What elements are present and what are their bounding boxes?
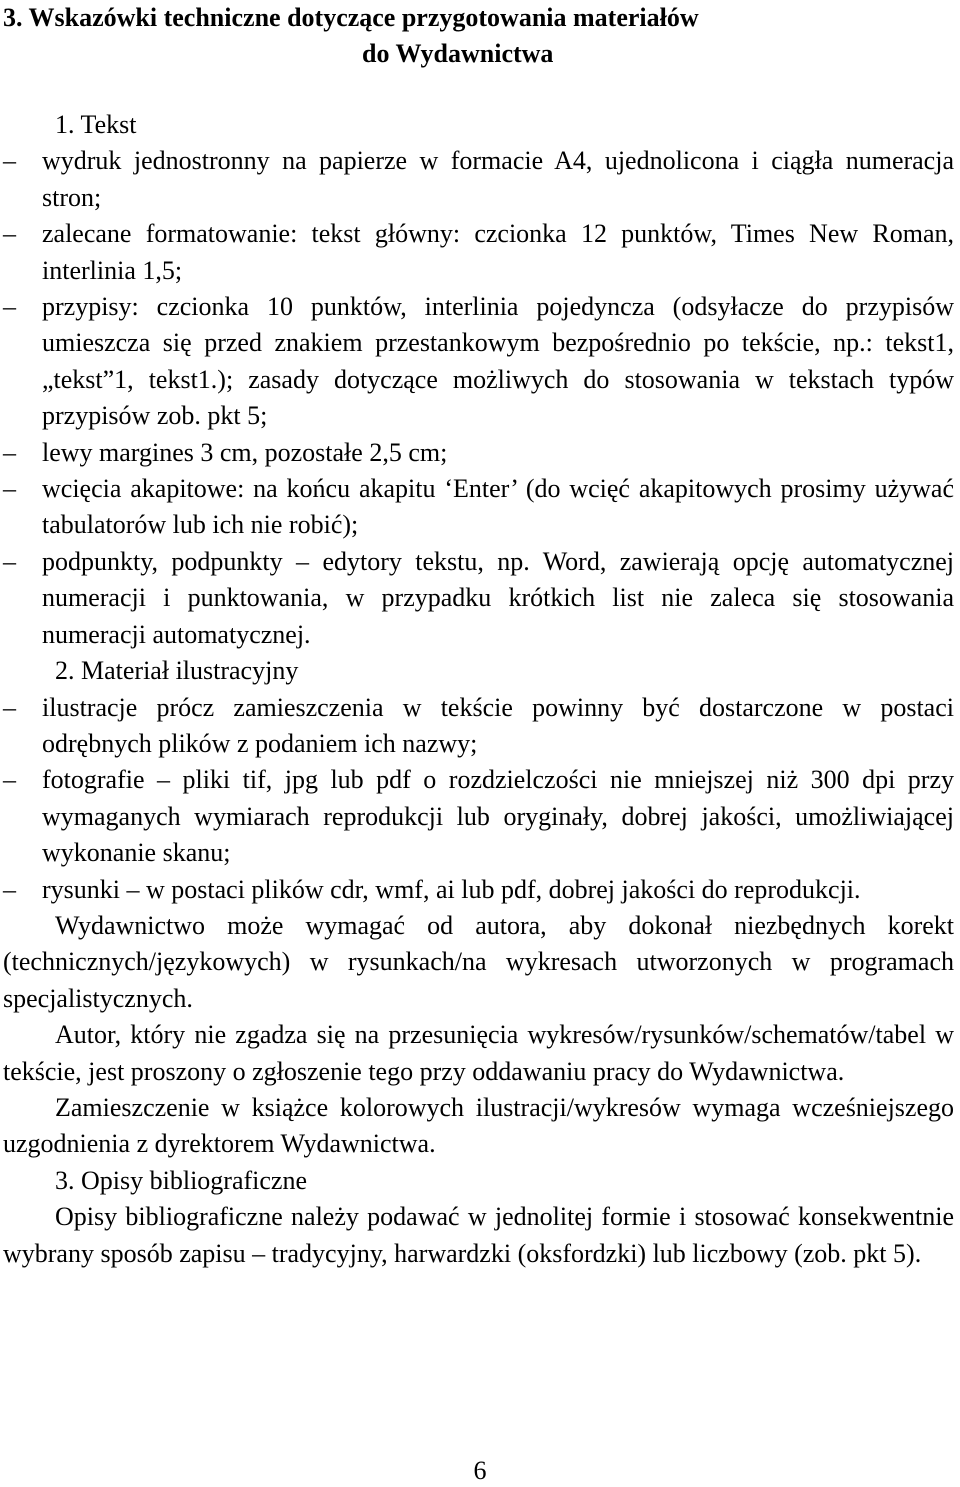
section-1-title: 1. Tekst — [55, 110, 137, 139]
section-2-list — [3, 690, 954, 908]
list-item: – wydruk jednostronny na papierze w formacie A4, ujednolicona i ciągła numeracja stron; — [3, 143, 954, 216]
list-item: – ilustracje prócz zamieszczenia w tekście powinny być dostarczone w postaci odrębnych plików z podaniem ich nazwy; — [3, 690, 954, 763]
paragraph: Wydawnictwo może wymagać od autora, aby dokonał niezbędnych korekt (technicznych/językowych) w rysunkach/na wykresach utworzonych w programach specjalistycznych. — [3, 910, 954, 1013]
paragraph: Autor, który nie zgadza się na przesunięcia wykresów/rysunków/schematów/tabel w tekście, jest proszony o zgłoszenie tego przy oddawaniu pracy do Wydawnictwa. — [3, 1020, 954, 1086]
list-item: – podpunkty, podpunkty – edytory tekstu, np. Word, zawierają opcję automatycznej numeracji i punktowania, w przypadku krótkich list nie zaleca się stosowania numeracji automatycznej. — [3, 544, 954, 653]
section-1-list — [3, 143, 954, 653]
section-2-title: 2. Materiał ilustracyjny — [55, 656, 299, 686]
list-item: – zalecane formatowanie: tekst główny: czcionka 12 punktów, Times New Roman, interlinia 1,5; — [3, 216, 954, 289]
list-item: – wcięcia akapitowe: na końcu akapitu ‘Enter’ (do wcięć akapitowych prosimy używać tabulatorów lub ich nie robić); — [3, 471, 954, 544]
section-3-title: 3. Opisy bibliograficzne — [55, 1165, 307, 1195]
list-item: – rysunki – w postaci plików cdr, wmf, ai lub pdf, dobrej jakości do reprodukcji. — [3, 872, 954, 908]
page-number: 6 — [473, 1456, 487, 1485]
list-item: – przypisy: czcionka 10 punktów, interlinia pojedyncza (odsyłacze do przypisów umieszcza się przed znakiem przestankowym bezpośrednio po tekście, np.: tekst1, „tekst”1, tekst1.); zasady dotyczące możliwych do stosowania w tekstach typów przypisów zob. pkt 5; — [3, 289, 954, 435]
chapter-heading — [3, 0, 954, 72]
document-page — [3, 0, 954, 1272]
paragraph: Zamieszczenie w książce kolorowych ilustracji/wykresów wymaga wcześniejszego uzgodnienia z dyrektorem Wydawnictwa. — [3, 1092, 954, 1159]
list-item: – fotografie – pliki tif, jpg lub pdf o rozdzielczości nie mniejszej niż 300 dpi przy wymaganych wymiarach reprodukcji lub oryginały, dobrej jakości, umożliwiającej wykonanie skanu; — [3, 762, 954, 871]
chapter-heading-line-2: do Wydawnictwa — [362, 39, 554, 68]
chapter-heading-line-1: 3. Wskazówki techniczne dotyczące przygotowania materiałów — [3, 3, 699, 32]
list-item: – lewy margines 3 cm, pozostałe 2,5 cm; — [3, 435, 954, 471]
paragraph: Opisy bibliograficzne należy podawać w jednolitej formie i stosować konsekwentnie wybrany sposób zapisu – tradycyjny, harwardzki (oksfordzki) lub liczbowy (zob. pkt 5). — [3, 1202, 954, 1268]
